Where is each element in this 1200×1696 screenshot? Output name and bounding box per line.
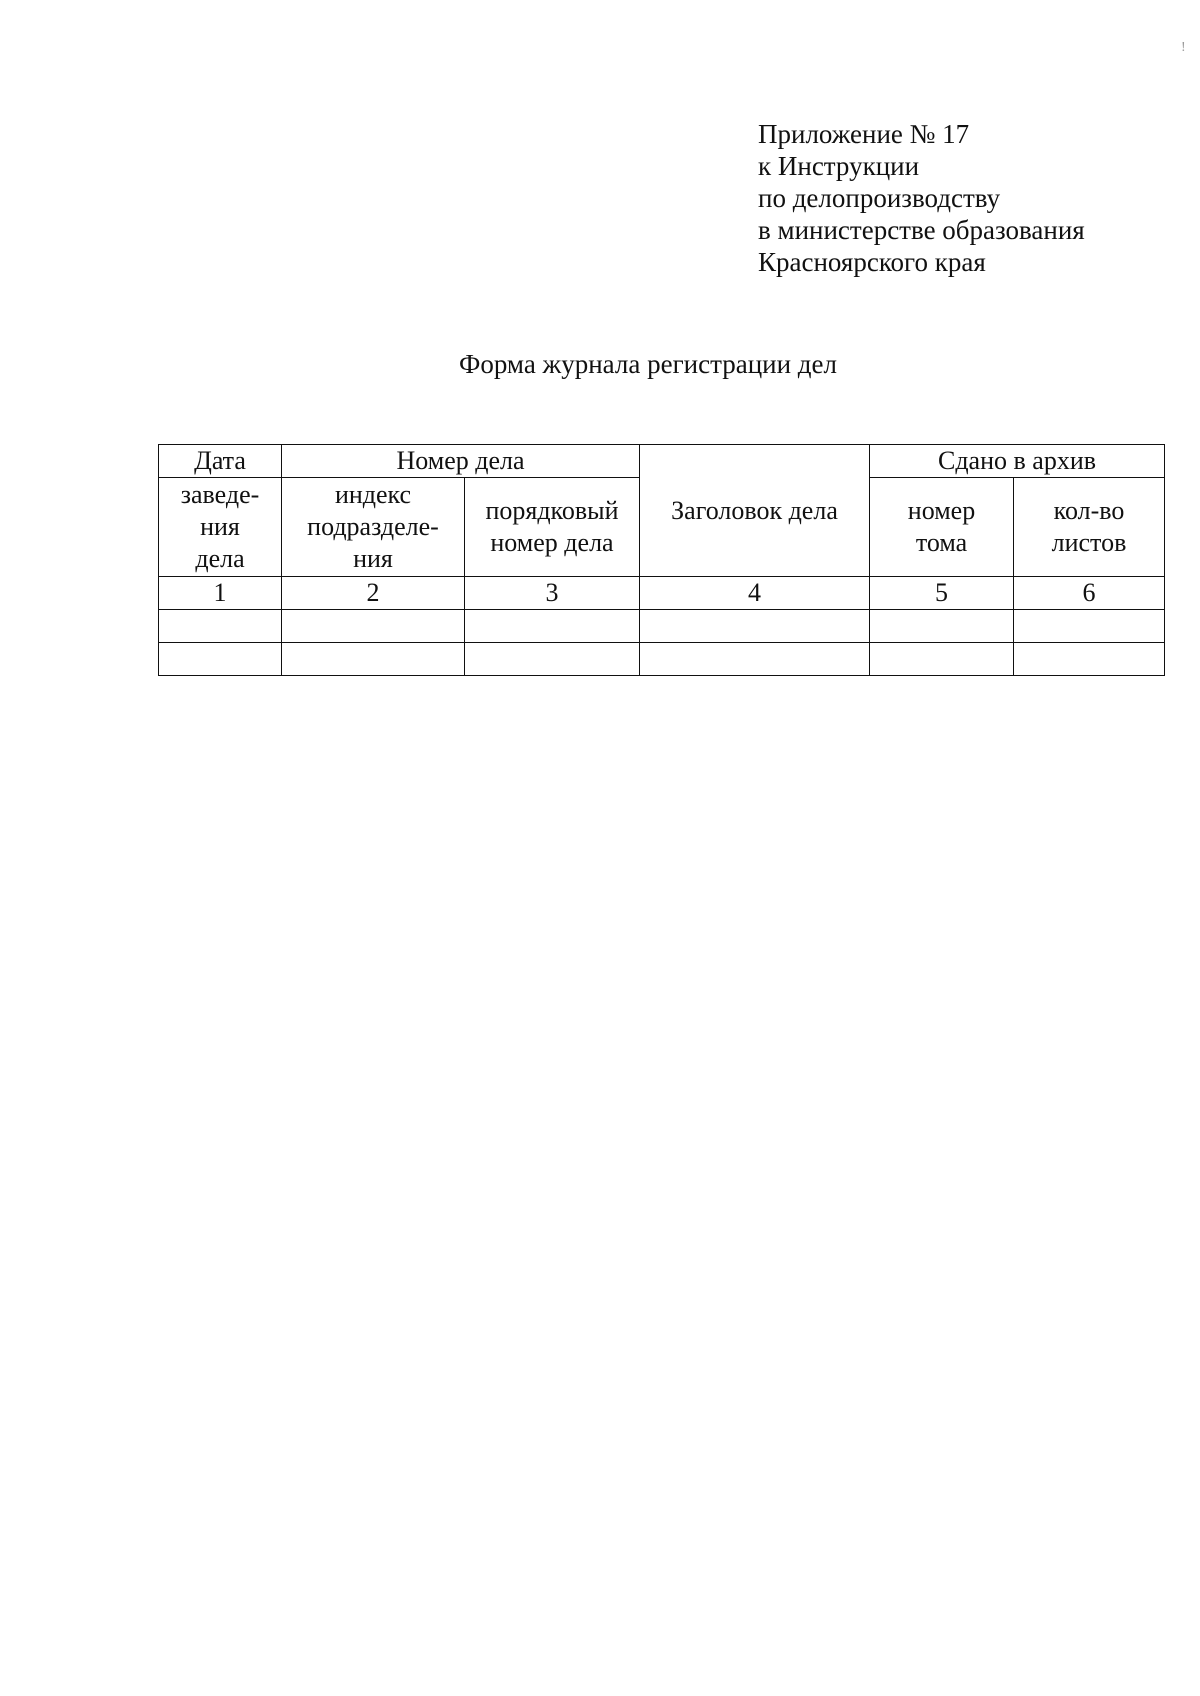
table-cell xyxy=(159,610,282,643)
table-cell xyxy=(465,610,640,643)
column-number: 1 xyxy=(159,577,282,610)
table-cell xyxy=(282,643,465,676)
appendix-line: в министерстве образования xyxy=(758,215,1085,245)
registration-journal-table xyxy=(158,444,1165,676)
header-date: Дата xyxy=(159,445,282,478)
appendix-line: Приложение № 17 xyxy=(758,119,970,149)
table-cell xyxy=(465,643,640,676)
appendix-block xyxy=(758,118,1085,278)
scan-artifact: ! xyxy=(1181,40,1186,55)
table-cell xyxy=(1014,643,1165,676)
column-number: 2 xyxy=(282,577,465,610)
table-cell xyxy=(159,643,282,676)
column-number: 5 xyxy=(870,577,1014,610)
appendix-line: Красноярского края xyxy=(758,247,986,277)
form-title: Форма журнала регистрации дел xyxy=(459,349,837,379)
table-row xyxy=(159,610,1165,643)
appendix-line: к Инструкции xyxy=(758,151,920,181)
header-volume: номер тома xyxy=(870,478,1014,577)
header-case-number: Номер дела xyxy=(282,445,640,478)
header-sheets: кол-во листов xyxy=(1014,478,1165,577)
header-row-top xyxy=(159,445,1165,478)
header-date-sub: заведе- ния дела xyxy=(159,478,282,577)
table-cell xyxy=(640,643,870,676)
table-cell xyxy=(1014,610,1165,643)
table-cell xyxy=(870,643,1014,676)
appendix-line: по делопроизводству xyxy=(758,183,1001,213)
table-cell xyxy=(870,610,1014,643)
column-number: 4 xyxy=(640,577,870,610)
column-number: 6 xyxy=(1014,577,1165,610)
header-index: индекс подразделе- ния xyxy=(282,478,465,577)
column-number: 3 xyxy=(465,577,640,610)
header-archived: Сдано в архив xyxy=(870,445,1165,478)
header-case-title: Заголовок дела xyxy=(640,445,870,577)
column-number-row xyxy=(159,577,1165,610)
table-row xyxy=(159,643,1165,676)
header-serial: порядковый номер дела xyxy=(465,478,640,577)
table-cell xyxy=(640,610,870,643)
table-cell xyxy=(282,610,465,643)
